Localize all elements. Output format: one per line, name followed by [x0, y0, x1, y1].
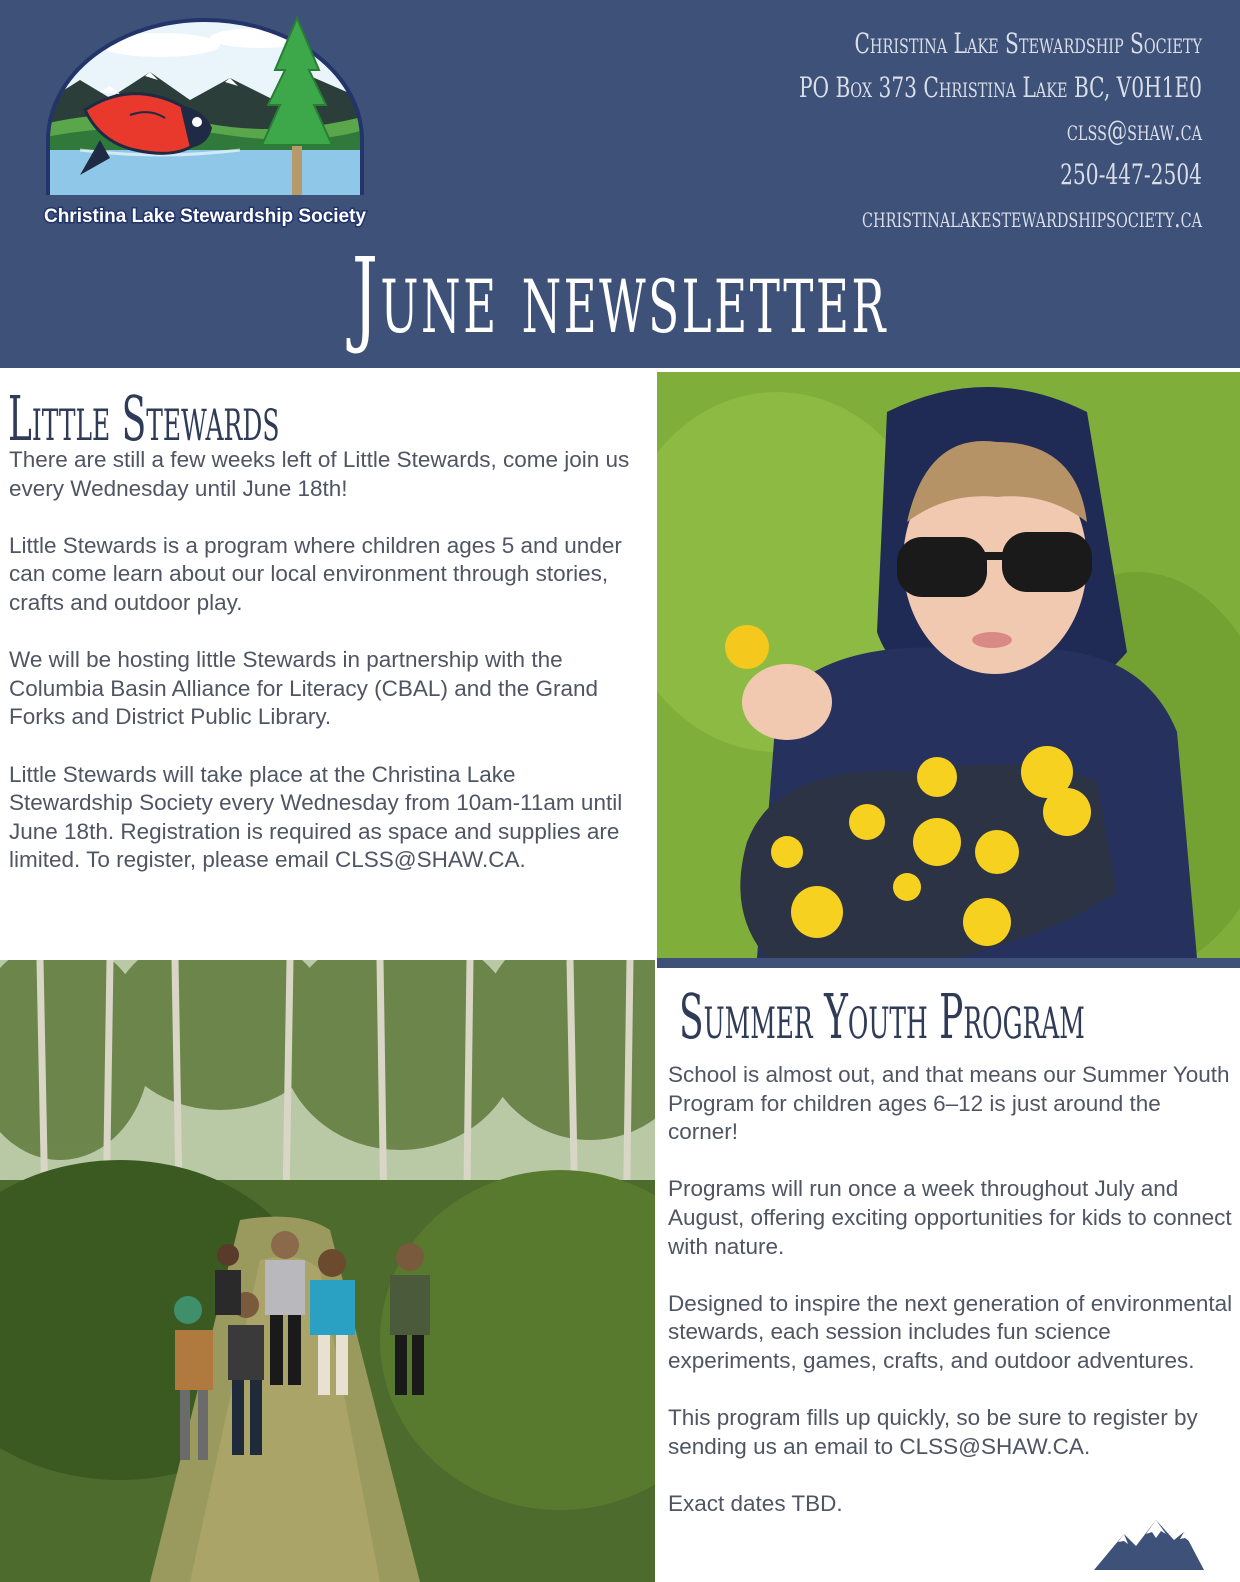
contact-block: [799, 22, 1202, 240]
header-banner: [0, 0, 1240, 368]
little-stewards-body: [9, 446, 641, 904]
contact-address: PO Box 373 Christina Lake BC, V0H1E0: [798, 70, 1202, 104]
summer-youth-paragraph: Programs will run once a week throughout July and August, offering exciting opportunities for kids to connect with nature.: [668, 1176, 1232, 1259]
summer-youth-heading: Summer Youth Program: [679, 980, 1085, 1053]
mountain-icon: [1094, 1514, 1204, 1570]
summer-youth-body: [668, 1061, 1233, 1547]
little-stewards-paragraph: We will be hosting little Stewards in partnership with the Columbia Basin Alliance for Literacy (CBAL) and the Grand Forks and District Public Library.: [9, 647, 599, 730]
newsletter-title: June newsletter: [352, 235, 888, 357]
summer-youth-paragraph: Exact dates TBD.: [668, 1490, 843, 1516]
summer-youth-paragraph: This program fills up quickly, so be sure to register by sending us an email to CLSS@SHAW.CA.: [668, 1405, 1198, 1459]
child-with-dandelions-photo: [657, 372, 1240, 958]
summer-youth-paragraph: School is almost out, and that means our Summer Youth Program for children ages 6–12 is just around the corner!: [668, 1062, 1230, 1145]
little-stewards-paragraph: There are still a few weeks left of Little Stewards, come join us every Wednesday until June 18th!: [9, 447, 630, 501]
forest-photo-illustration: [0, 960, 655, 1582]
section-divider: [657, 958, 1240, 968]
summer-youth-paragraph: Designed to inspire the next generation of environmental stewards, each session includes fun science experiments, games, crafts, and outdoor adventures.: [668, 1290, 1233, 1373]
society-logo: [40, 10, 370, 240]
little-stewards-paragraph: Little Stewards will take place at the Christina Lake Stewardship Society every Wednesday from 10am-11am until June 18th. Registration is required as space and supplies are limited. To register, please email CLSS@SHAW.CA.: [9, 761, 623, 873]
kids-forest-trail-photo: [0, 960, 655, 1582]
contact-website[interactable]: christinalakestewardshipsociety.ca: [862, 201, 1202, 234]
child-photo-illustration: [657, 372, 1240, 958]
svg-text:Christina Lake Stewardship Soc: Christina Lake Stewardship Society: [43, 206, 367, 227]
contact-email[interactable]: clss@shaw.ca: [1066, 114, 1202, 147]
contact-phone[interactable]: 250-447-2504: [1060, 157, 1202, 191]
little-stewards-paragraph: Little Stewards is a program where children ages 5 and under can come learn about our local environment through stories, crafts and outdoor play.: [9, 532, 622, 615]
contact-org-name: Christina Lake Stewardship Society: [854, 27, 1202, 60]
little-stewards-heading: Little Stewards: [8, 382, 280, 455]
